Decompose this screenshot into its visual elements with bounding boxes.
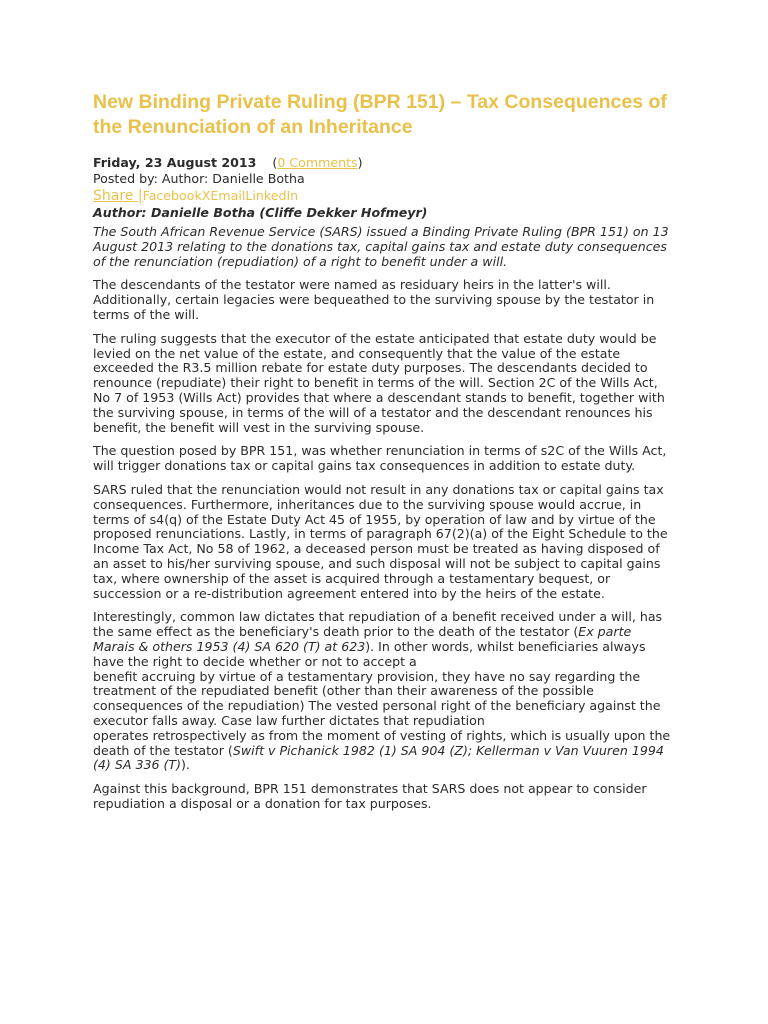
share-linkedin-link[interactable]: LinkedIn [245,188,299,203]
comments-close: ) [357,155,363,170]
share-email-link[interactable]: Email [210,188,246,203]
paragraph-5 [93,610,675,773]
paragraph-5-text-e: ). [181,757,190,773]
paragraph-6: Against this background, BPR 151 demonstrates that SARS does not appear to consider repudiation a disposal or a donation for tax purposes. [93,781,647,811]
citation-swift-kellerman: Swift v Pichanick 1982 (1) SA 904 (Z); Kellerman v Van Vuuren 1994 (4) SA 336 (T) [93,742,664,773]
paragraph-4: SARS ruled that the renunciation would not result in any donations tax or capital gains tax consequences. Furthermore, inheritances due to the surviving spouse would accrue, in terms of s4(q) of the Estate Duty Act 45 of 1955, by operation of law and by virtue of the proposed renunciations. Lastly, in terms of paragraph 67(2)(a) of the Eight Schedule to the Income Tax Act, No 58 of 1962, a deceased person must be treated as having disposed of an asset to his/her surviving spouse, and such disposal will not be subject to capital gains tax, where ownership of the asset is acquired through a testamentary bequest, or succession or a re-distribution agreement entered into by the heirs of the estate. [93,481,668,601]
comments-link[interactable]: 0 Comments [277,155,358,170]
posted-by: Posted by: Author: Danielle Botha [93,171,305,186]
share-x-link[interactable]: X [201,188,211,203]
citation-ex-parte-marais: Ex parte Marais & others 1953 (4) SA 620 (T) at 623 [93,624,632,654]
share-facebook-link[interactable]: Facebook [142,188,202,203]
share-bar [93,187,675,205]
author-line: Author: Danielle Botha (Cliffe Dekker Hofmeyr) [93,205,428,220]
paragraph-2: The ruling suggests that the executor of the estate anticipated that estate duty would be levied on the net value of the estate, and consequently that the value of the estate exceeded the R3.5 million rebate for estate duty purposes. The descendants decided to renounce (repudiate) their right to benefit in terms of the will. Section 2C of the Wills Act, No 7 of 1953 (Wills Act) provides that where a descendant stands to benefit, together with the surviving spouse, in terms of the will of a testator and the descendant renounces his benefit, the benefit will vest in the surviving spouse. [93,330,665,435]
paragraph-5-text-b: ). In other words, whilst beneficiaries always have the right to decide whether or not to accept a [93,638,646,669]
article-title: New Binding Private Ruling (BPR 151) – Tax Consequences of the Renunciation of an Inheritance [93,91,667,138]
intro-paragraph: The South African Revenue Service (SARS) issued a Binding Private Ruling (BPR 151) on 13 August 2013 relating to the donations tax, capital gains tax and estate duty consequences of the renunciation (repudiation) of a right to benefit under a will. [93,224,669,269]
paragraph-5-text-d: operates retrospectively as from the moment of vesting of rights, which is usually upon the death of the testator ( [93,727,671,758]
comments-open: ( [272,155,278,170]
paragraph-1: The descendants of the testator were named as residuary heirs in the latter's will. Additionally, certain legacies were bequeathed to the surviving spouse by the testator in terms of the will. [93,277,655,322]
paragraph-5-text-a: Interestingly, common law dictates that repudiation of a benefit received under a will, has the same effect as the beneficiary's death prior to the death of the testator ( [93,609,663,640]
share-label[interactable]: Share | [93,188,143,204]
post-date: Friday, 23 August 2013 [93,155,257,170]
paragraph-3: The question posed by BPR 151, was whether renunciation in terms of s2C of the Wills Act, will trigger donations tax or capital gains tax consequences in addition to estate duty. [93,443,667,474]
article-meta [93,155,675,171]
paragraph-5-text-c: benefit accruing by virtue of a testamentary provision, they have no say regarding the treatment of the repudiated benefit (other than their awareness of the possible consequences of the repudiation) The vested personal right of the beneficiary against the executor falls away. Case law further dictates that repudiation [93,668,661,728]
